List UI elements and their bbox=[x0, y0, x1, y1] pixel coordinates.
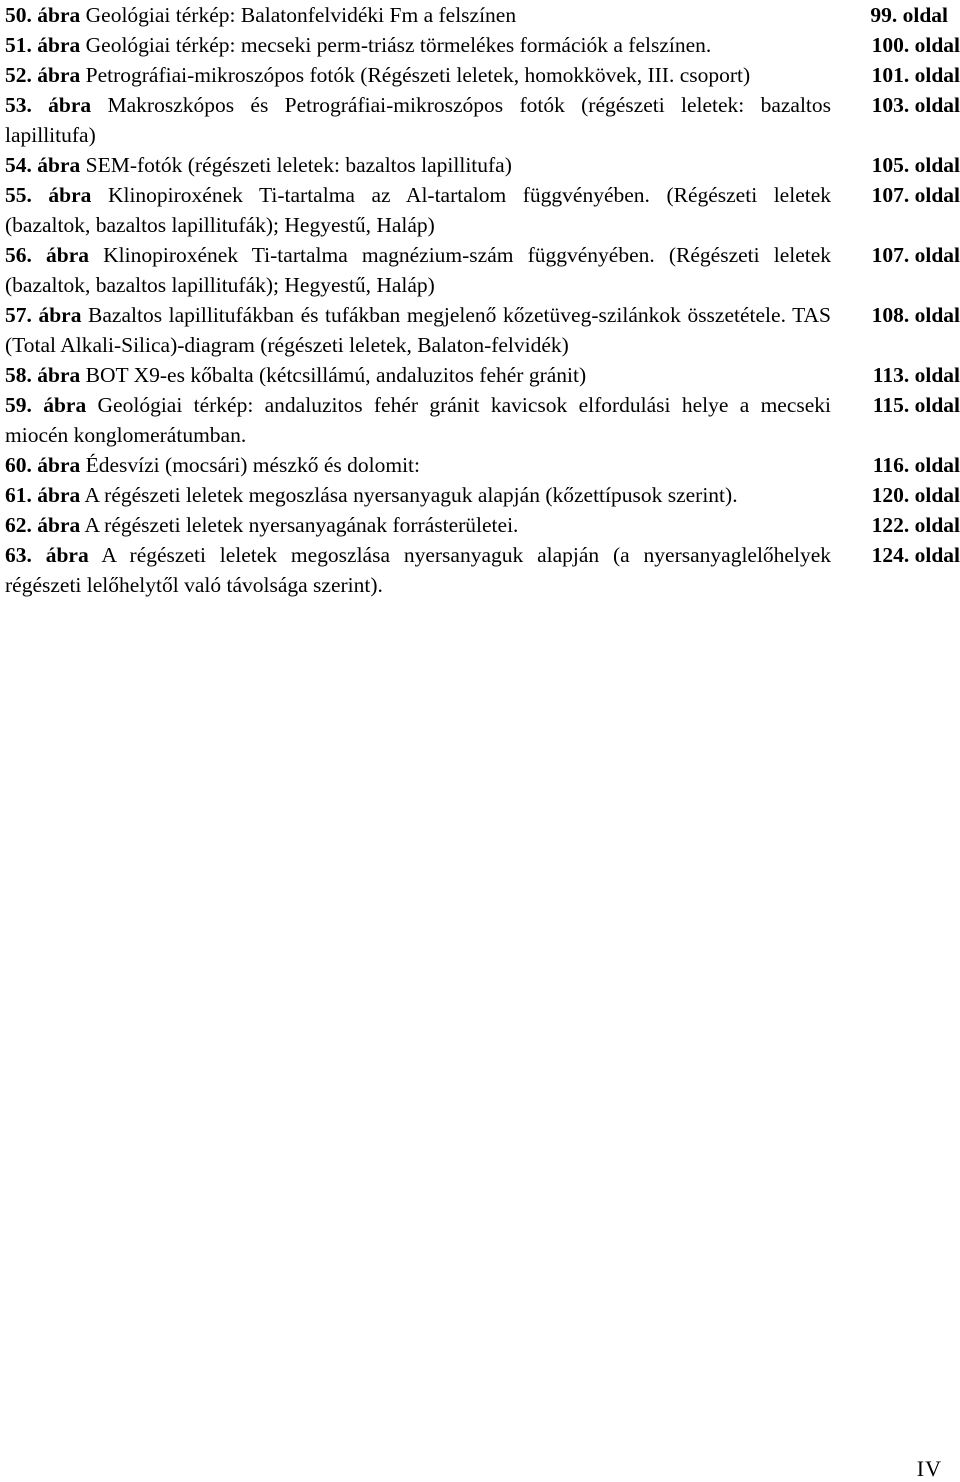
figure-entry-57 bbox=[5, 300, 960, 360]
figure-number: 59. ábra bbox=[5, 393, 87, 417]
page-reference: 100. oldal bbox=[871, 33, 960, 57]
figure-caption bbox=[5, 30, 831, 60]
figure-entry-50 bbox=[5, 0, 960, 30]
figure-title: A régészeti leletek megoszlása nyersanyaguk alapján (a nyersanyaglelőhelyek régészeti lelőhelytől való távolsága szerint). bbox=[5, 543, 831, 597]
figure-entry-63 bbox=[5, 540, 960, 600]
figure-number: 62. ábra bbox=[5, 513, 81, 537]
page-reference: 115. oldal bbox=[872, 393, 960, 417]
figure-title: Bazaltos lapillitufákban és tufákban megjelenő kőzetüveg-szilánkok összetétele. TAS (Total Alkali-Silica)-diagram (régészeti leletek, Balaton-felvidék) bbox=[5, 303, 832, 357]
figure-entry-60 bbox=[5, 450, 960, 480]
figure-caption bbox=[5, 180, 831, 240]
page-reference: 103. oldal bbox=[871, 93, 960, 117]
figure-number: 56. ábra bbox=[5, 243, 89, 267]
figure-number: 63. ábra bbox=[5, 543, 89, 567]
figure-entry-58 bbox=[5, 360, 960, 390]
figure-caption bbox=[5, 360, 831, 390]
figure-entry-54 bbox=[5, 150, 960, 180]
figure-title: A régészeti leletek megoszlása nyersanyaguk alapján (kőzettípusok szerint). bbox=[84, 483, 738, 507]
figure-entry-59 bbox=[5, 390, 960, 450]
figure-caption bbox=[5, 390, 831, 450]
page-reference: 107. oldal bbox=[871, 183, 960, 207]
figure-title: Klinopiroxének Ti-tartalma az Al-tartalom függvényében. (Régészeti leletek (bazaltok, bazaltos lapillitufák); Hegyestű, Haláp) bbox=[5, 183, 832, 237]
figure-title: Petrográfiai-mikroszópos fotók (Régészeti leletek, homokkövek, III. csoport) bbox=[85, 63, 751, 87]
figure-caption bbox=[5, 0, 831, 30]
page-reference: 108. oldal bbox=[871, 303, 960, 327]
figure-caption bbox=[5, 510, 831, 540]
figure-caption bbox=[5, 150, 831, 180]
figure-entry-56 bbox=[5, 240, 960, 300]
figure-caption bbox=[5, 240, 831, 300]
page-reference: 124. oldal bbox=[871, 543, 960, 567]
page-reference: 113. oldal bbox=[872, 363, 960, 387]
page-reference: 107. oldal bbox=[871, 243, 960, 267]
figure-number: 61. ábra bbox=[5, 483, 81, 507]
figure-entry-51 bbox=[5, 30, 960, 60]
page-number: IV bbox=[916, 1456, 942, 1481]
figure-entry-53 bbox=[5, 90, 960, 150]
figure-caption bbox=[5, 60, 831, 90]
figure-number: 52. ábra bbox=[5, 63, 81, 87]
figure-caption bbox=[5, 300, 831, 360]
figure-caption bbox=[5, 540, 831, 600]
figure-title: Klinopiroxének Ti-tartalma magnézium-szám függvényében. (Régészeti leletek (bazaltok, bazaltos lapillitufák); Hegyestű, Haláp) bbox=[5, 243, 832, 297]
page-reference: 101. oldal bbox=[871, 63, 960, 87]
figure-number: 53. ábra bbox=[5, 93, 92, 117]
figure-title: A régészeti leletek nyersanyagának forrásterületei. bbox=[84, 513, 519, 537]
figure-number: 58. ábra bbox=[5, 363, 81, 387]
page-reference: 99. oldal bbox=[870, 3, 948, 27]
list-of-figures bbox=[5, 0, 960, 600]
figure-number: 55. ábra bbox=[5, 183, 92, 207]
figure-number: 60. ábra bbox=[5, 453, 81, 477]
figure-caption bbox=[5, 480, 831, 510]
figure-number: 54. ábra bbox=[5, 153, 81, 177]
figure-caption bbox=[5, 450, 831, 480]
figure-number: 57. ábra bbox=[5, 303, 82, 327]
figure-title: Geológiai térkép: Balatonfelvidéki Fm a felszínen bbox=[85, 3, 517, 27]
figure-entry-55 bbox=[5, 180, 960, 240]
page-reference: 116. oldal bbox=[872, 453, 960, 477]
figure-title: SEM-fotók (régészeti leletek: bazaltos lapillitufa) bbox=[85, 153, 512, 177]
page-reference: 120. oldal bbox=[871, 483, 960, 507]
figure-entry-62 bbox=[5, 510, 960, 540]
figure-entry-61 bbox=[5, 480, 960, 510]
figure-title: BOT X9-es kőbalta (kétcsillámú, andaluzitos fehér gránit) bbox=[85, 363, 587, 387]
figure-number: 51. ábra bbox=[5, 33, 81, 57]
page-reference: 105. oldal bbox=[871, 153, 960, 177]
figure-title: Makroszkópos és Petrográfiai-mikroszópos fotók (régészeti leletek: bazaltos lapillitufa) bbox=[5, 93, 832, 147]
figure-caption bbox=[5, 90, 831, 150]
figure-title: Édesvízi (mocsári) mészkő és dolomit: bbox=[85, 453, 420, 477]
figure-entry-52 bbox=[5, 60, 960, 90]
figure-title: Geológiai térkép: andaluzitos fehér gránit kavicsok elfordulási helye a mecseki miocén konglomerátumban. bbox=[5, 393, 832, 447]
figure-number: 50. ábra bbox=[5, 3, 81, 27]
figure-title: Geológiai térkép: mecseki perm-triász törmelékes formációk a felszínen. bbox=[85, 33, 712, 57]
page-reference: 122. oldal bbox=[871, 513, 960, 537]
